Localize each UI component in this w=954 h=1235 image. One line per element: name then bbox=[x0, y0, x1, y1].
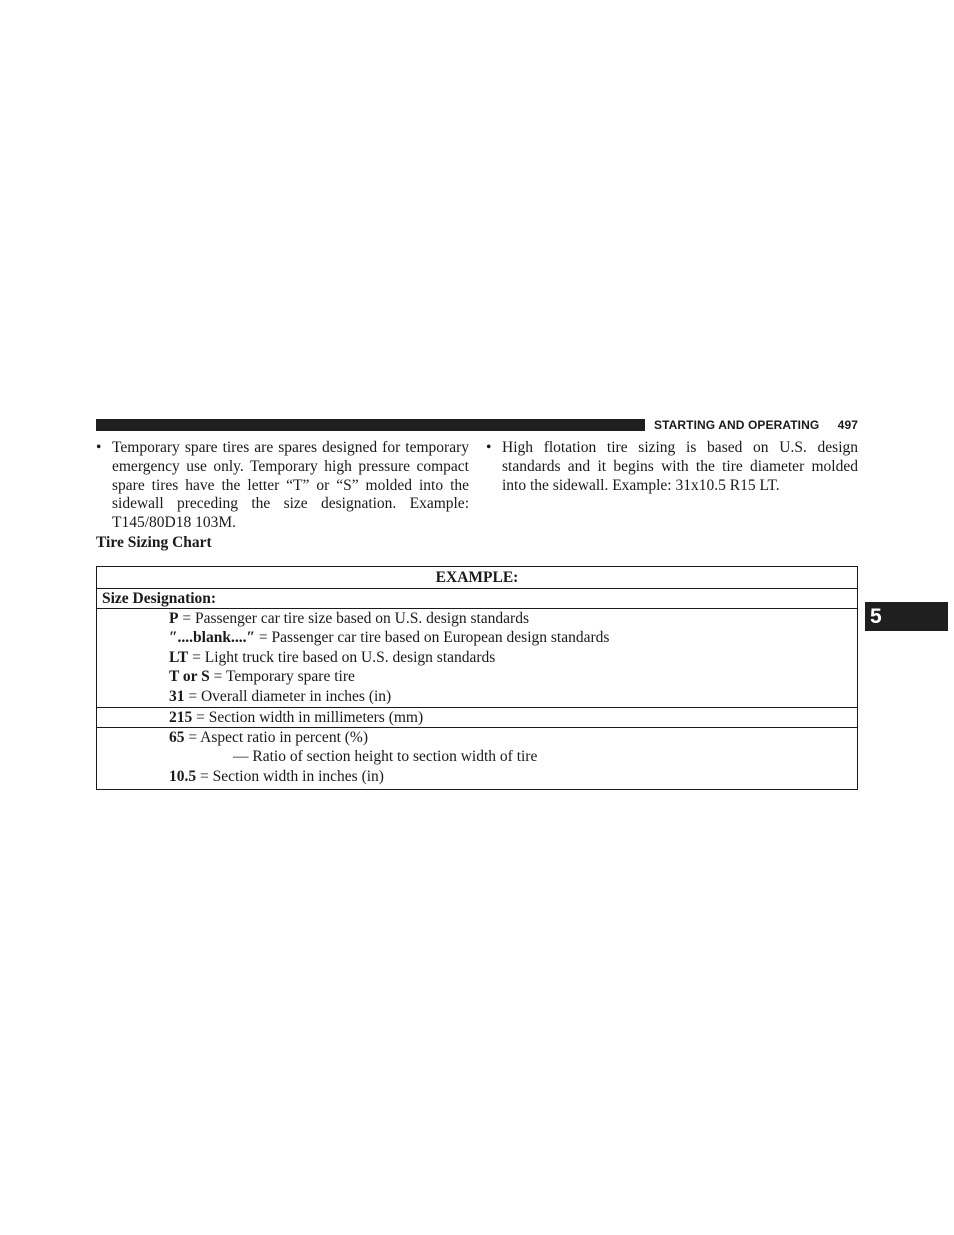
table-row bbox=[169, 767, 857, 786]
right-column bbox=[486, 439, 858, 495]
table-group-aspect bbox=[97, 728, 857, 789]
tire-sizing-table bbox=[96, 566, 858, 790]
row-term: LT bbox=[169, 648, 189, 666]
bullet-icon: • bbox=[486, 439, 492, 456]
bullet-text: Temporary spare tires are spares designed for temporary emergency use only. Temporary high pressure compact spare tires have the letter “T” or “S” molded into the sidewall preceding the size designation. Example: T145/80D18 103M. bbox=[112, 439, 469, 532]
bullet-text: High flotation tire sizing is based on U.S. design standards and it begins with the tire diameter molded into the sidewall. Example: 31x10.5 R15 LT. bbox=[502, 439, 858, 494]
table-row bbox=[169, 747, 857, 766]
table-group-width bbox=[97, 708, 857, 728]
table-row bbox=[169, 728, 857, 747]
row-desc: = Section width in inches (in) bbox=[196, 767, 384, 785]
row-desc: = Temporary spare tire bbox=[209, 668, 355, 686]
table-row bbox=[169, 708, 857, 727]
header-section-title: STARTING AND OPERATING bbox=[654, 418, 820, 432]
list-item bbox=[486, 439, 858, 495]
page-number: 497 bbox=[837, 418, 858, 432]
row-term: T or S bbox=[169, 668, 210, 686]
table-row bbox=[169, 648, 857, 667]
row-desc: = Section width in millimeters (mm) bbox=[192, 709, 424, 727]
bullet-icon: • bbox=[96, 439, 102, 456]
table-subheader: Size Designation: bbox=[97, 589, 857, 609]
row-desc: = Aspect ratio in percent (%) bbox=[184, 729, 368, 747]
row-term: 215 bbox=[169, 709, 193, 727]
left-column bbox=[96, 439, 469, 533]
running-header bbox=[654, 417, 858, 433]
row-desc: = Passenger car tire based on European design standards bbox=[255, 629, 610, 647]
table-group-prefix bbox=[97, 609, 857, 708]
row-desc: — Ratio of section height to section width of tire bbox=[233, 748, 538, 766]
section-heading: Tire Sizing Chart bbox=[96, 534, 212, 551]
header-rule bbox=[96, 419, 645, 431]
table-row bbox=[169, 667, 857, 686]
row-term: 10.5 bbox=[169, 767, 197, 785]
table-row bbox=[169, 628, 857, 647]
row-term: 31 bbox=[169, 687, 185, 705]
row-term: 65 bbox=[169, 729, 185, 747]
table-row bbox=[169, 609, 857, 628]
row-desc: = Passenger car tire size based on U.S. design standards bbox=[178, 610, 529, 627]
table-header: EXAMPLE: bbox=[97, 567, 857, 589]
chapter-tab: 5 bbox=[865, 602, 948, 631]
table-row bbox=[169, 687, 857, 706]
row-desc: = Light truck tire based on U.S. design standards bbox=[188, 648, 496, 666]
row-desc: = Overall diameter in inches (in) bbox=[184, 687, 392, 705]
row-term: P bbox=[169, 610, 179, 627]
list-item bbox=[96, 439, 469, 533]
row-term: ″....blank....″ bbox=[169, 629, 256, 647]
